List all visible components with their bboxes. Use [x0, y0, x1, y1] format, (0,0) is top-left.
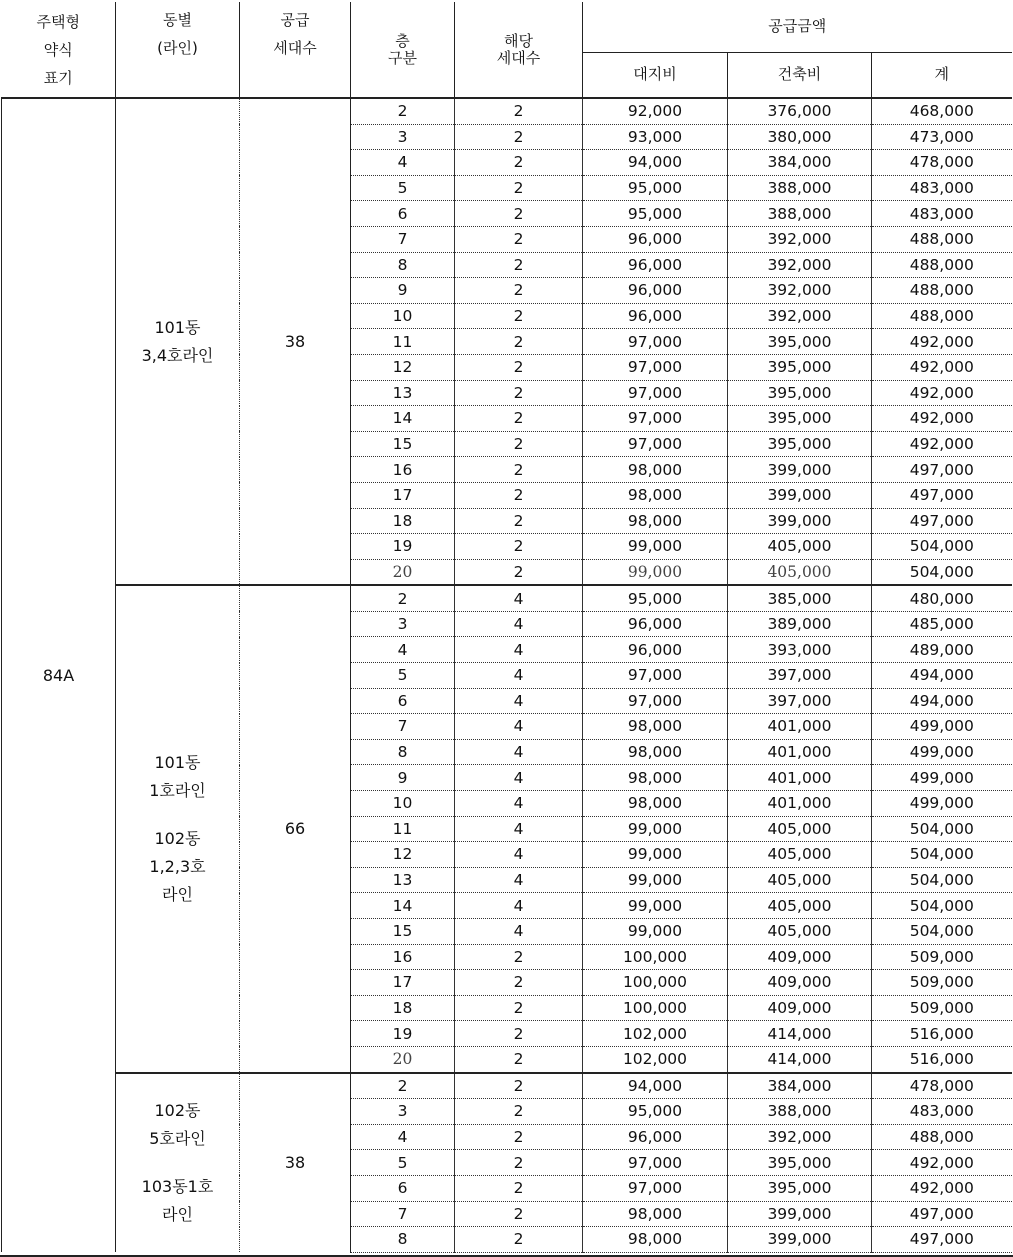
building-line-cell: [116, 98, 240, 585]
floor-cell: 4: [351, 1124, 455, 1150]
land-cost-cell: 96,000: [583, 278, 728, 304]
floor-cell: 19: [351, 534, 455, 560]
land-cost-cell: 98,000: [583, 508, 728, 534]
land-cost-cell: 99,000: [583, 534, 728, 560]
construction-cost-cell: 399,000: [728, 457, 872, 483]
land-cost-cell: 102,000: [583, 1021, 728, 1047]
construction-cost-cell: 405,000: [728, 919, 872, 945]
construction-cost-cell: 392,000: [728, 278, 872, 304]
floor-cell: 9: [351, 278, 455, 304]
total-cell: 488,000: [872, 252, 1012, 278]
floor-cell: 3: [351, 1099, 455, 1125]
floor-cell: 10: [351, 303, 455, 329]
building-line-text: 5호라인: [149, 1128, 206, 1148]
floor-cell: 7: [351, 714, 455, 740]
supply-price-table: [1, 2, 1012, 1253]
floor-cell: 18: [351, 995, 455, 1021]
total-cell: 497,000: [872, 1201, 1012, 1227]
units-cell: 4: [455, 585, 583, 611]
units-cell: 2: [455, 534, 583, 560]
units-cell: 4: [455, 739, 583, 765]
construction-cost-cell: 388,000: [728, 1099, 872, 1125]
table-header: [2, 2, 1012, 98]
land-cost-cell: 99,000: [583, 816, 728, 842]
units-cell: 2: [455, 1201, 583, 1227]
units-cell: 2: [455, 226, 583, 252]
land-cost-cell: 98,000: [583, 1227, 728, 1253]
total-cell: 509,000: [872, 995, 1012, 1021]
floor-cell: 20: [351, 559, 455, 585]
total-cell: 483,000: [872, 1099, 1012, 1125]
construction-cost-cell: 401,000: [728, 791, 872, 817]
building-line-text: 1호라인: [149, 780, 206, 800]
construction-cost-cell: 399,000: [728, 1201, 872, 1227]
total-cell: 516,000: [872, 1046, 1012, 1072]
total-cell: 504,000: [872, 534, 1012, 560]
floor-cell: 15: [351, 431, 455, 457]
construction-cost-cell: 384,000: [728, 150, 872, 176]
land-cost-cell: 97,000: [583, 1150, 728, 1176]
floor-cell: 14: [351, 406, 455, 432]
total-cell: 473,000: [872, 124, 1012, 150]
land-cost-cell: 94,000: [583, 150, 728, 176]
units-cell: 2: [455, 1046, 583, 1072]
building-line-text: 101동: [154, 752, 201, 772]
construction-cost-cell: 405,000: [728, 559, 872, 585]
units-cell: 4: [455, 688, 583, 714]
units-cell: 2: [455, 252, 583, 278]
floor-cell: 4: [351, 637, 455, 663]
land-cost-cell: 98,000: [583, 791, 728, 817]
land-cost-cell: 92,000: [583, 98, 728, 124]
total-cell: 478,000: [872, 1073, 1012, 1099]
units-cell: 2: [455, 175, 583, 201]
floor-cell: 16: [351, 457, 455, 483]
supply-units-header-line: 공급: [280, 11, 310, 29]
total-cell: 516,000: [872, 1021, 1012, 1047]
building-line-text: [116, 1153, 239, 1173]
units-header-line: 해당: [504, 31, 533, 50]
floor-cell: 20: [351, 1046, 455, 1072]
total-cell: 504,000: [872, 919, 1012, 945]
floor-cell: 5: [351, 175, 455, 201]
building-line-cell: [116, 1073, 240, 1253]
total-cell: 488,000: [872, 278, 1012, 304]
land-cost-cell: 98,000: [583, 1201, 728, 1227]
floor-cell: 17: [351, 970, 455, 996]
units-cell: 4: [455, 663, 583, 689]
total-cell: 504,000: [872, 867, 1012, 893]
construction-cost-cell: 405,000: [728, 534, 872, 560]
total-cell: 488,000: [872, 303, 1012, 329]
construction-cost-cell: 376,000: [728, 98, 872, 124]
construction-cost-cell: 397,000: [728, 663, 872, 689]
table-row: [2, 1073, 1012, 1099]
total-cell: 480,000: [872, 585, 1012, 611]
construction-cost-cell: 395,000: [728, 354, 872, 380]
floor-cell: 15: [351, 919, 455, 945]
floor-header-line: 구분: [388, 48, 417, 67]
floor-cell: 7: [351, 1201, 455, 1227]
construction-cost-cell: 392,000: [728, 1124, 872, 1150]
floor-cell: 8: [351, 252, 455, 278]
units-cell: 2: [455, 406, 583, 432]
construction-cost-cell: 395,000: [728, 380, 872, 406]
floor-cell: 17: [351, 482, 455, 508]
units-cell: 4: [455, 842, 583, 868]
building-line-cell: [116, 585, 240, 1072]
units-cell: 2: [455, 970, 583, 996]
units-cell: 2: [455, 457, 583, 483]
construction-cost-cell: 392,000: [728, 252, 872, 278]
units-cell: 2: [455, 124, 583, 150]
building-line-text: 라인: [162, 884, 193, 904]
land-cost-cell: 97,000: [583, 329, 728, 355]
land-cost-cell: 98,000: [583, 714, 728, 740]
land-cost-cell: 95,000: [583, 201, 728, 227]
construction-cost-cell: 401,000: [728, 739, 872, 765]
building-line-text: 103동1호: [141, 1176, 214, 1196]
construction-cost-cell: 380,000: [728, 124, 872, 150]
floor-cell: 6: [351, 201, 455, 227]
total-cell: 499,000: [872, 714, 1012, 740]
land-cost-cell: 97,000: [583, 688, 728, 714]
units-cell: 2: [455, 1099, 583, 1125]
land-cost-cell: 97,000: [583, 431, 728, 457]
land-cost-cell: 95,000: [583, 1099, 728, 1125]
land-cost-cell: 96,000: [583, 637, 728, 663]
land-cost-cell: 98,000: [583, 765, 728, 791]
units-cell: 2: [455, 482, 583, 508]
construction-cost-cell: 397,000: [728, 688, 872, 714]
land-cost-cell: 96,000: [583, 1124, 728, 1150]
units-cell: 4: [455, 867, 583, 893]
floor-cell: 5: [351, 1150, 455, 1176]
construction-cost-cell: 389,000: [728, 611, 872, 637]
floor-cell: 11: [351, 816, 455, 842]
total-cell: 492,000: [872, 431, 1012, 457]
units-cell: 2: [455, 1021, 583, 1047]
building-line-header: [116, 2, 240, 98]
units-cell: 4: [455, 611, 583, 637]
floor-cell: 13: [351, 867, 455, 893]
land-cost-cell: 99,000: [583, 893, 728, 919]
land-cost-cell: 98,000: [583, 739, 728, 765]
units-cell: 2: [455, 303, 583, 329]
total-cell: 492,000: [872, 354, 1012, 380]
units-cell: 2: [455, 1150, 583, 1176]
floor-header-line: 층: [395, 31, 410, 50]
land-cost-cell: 96,000: [583, 303, 728, 329]
construction-cost-cell: 395,000: [728, 406, 872, 432]
floor-header: [351, 2, 455, 98]
construction-cost-cell: 395,000: [728, 431, 872, 457]
units-header-line: 세대수: [496, 48, 541, 67]
floor-cell: 6: [351, 1175, 455, 1201]
land-cost-cell: 93,000: [583, 124, 728, 150]
total-cell: 492,000: [872, 1150, 1012, 1176]
floor-cell: 9: [351, 765, 455, 791]
units-header: [455, 2, 583, 98]
land-cost-cell: 102,000: [583, 1046, 728, 1072]
floor-cell: 6: [351, 688, 455, 714]
floor-cell: 2: [351, 1073, 455, 1099]
table-row: [2, 98, 1012, 124]
total-cell: 492,000: [872, 329, 1012, 355]
total-cell: 497,000: [872, 1227, 1012, 1253]
construction-cost-cell: 395,000: [728, 1175, 872, 1201]
total-cell: 478,000: [872, 150, 1012, 176]
land-cost-cell: 100,000: [583, 944, 728, 970]
construction-cost-cell: 401,000: [728, 714, 872, 740]
land-cost-cell: 95,000: [583, 175, 728, 201]
construction-cost-cell: 401,000: [728, 765, 872, 791]
units-cell: 2: [455, 380, 583, 406]
building-line-text: 1,2,3호: [149, 856, 206, 876]
floor-cell: 16: [351, 944, 455, 970]
units-cell: 2: [455, 431, 583, 457]
total-cell: 504,000: [872, 559, 1012, 585]
land-cost-cell: 98,000: [583, 482, 728, 508]
total-cell: 494,000: [872, 663, 1012, 689]
floor-cell: 3: [351, 611, 455, 637]
land-cost-cell: 99,000: [583, 559, 728, 585]
units-cell: 2: [455, 1124, 583, 1150]
land-cost-header: 대지비: [583, 53, 728, 99]
construction-cost-cell: 393,000: [728, 637, 872, 663]
total-cell: 468,000: [872, 98, 1012, 124]
construction-cost-cell: 385,000: [728, 585, 872, 611]
floor-cell: 12: [351, 354, 455, 380]
land-cost-cell: 94,000: [583, 1073, 728, 1099]
units-cell: 2: [455, 1175, 583, 1201]
units-cell: 2: [455, 278, 583, 304]
total-cell: 483,000: [872, 175, 1012, 201]
units-cell: 2: [455, 559, 583, 585]
construction-cost-cell: 405,000: [728, 816, 872, 842]
total-cell: 499,000: [872, 791, 1012, 817]
construction-cost-header: 건축비: [728, 53, 872, 99]
housing-type-header: [2, 2, 116, 98]
total-cell: 509,000: [872, 944, 1012, 970]
total-cell: 504,000: [872, 893, 1012, 919]
land-cost-cell: 97,000: [583, 380, 728, 406]
units-cell: 4: [455, 637, 583, 663]
total-cell: 488,000: [872, 1124, 1012, 1150]
floor-cell: 2: [351, 98, 455, 124]
units-cell: 2: [455, 201, 583, 227]
building-line-text: 라인: [162, 1204, 193, 1224]
total-header: 계: [872, 53, 1012, 99]
floor-cell: 8: [351, 739, 455, 765]
floor-cell: 3: [351, 124, 455, 150]
floor-cell: 5: [351, 663, 455, 689]
building-line-text: 102동: [154, 828, 201, 848]
units-cell: 2: [455, 1073, 583, 1099]
supply-units-cell: 38: [240, 98, 351, 585]
floor-cell: 11: [351, 329, 455, 355]
land-cost-cell: 100,000: [583, 995, 728, 1021]
units-cell: 2: [455, 944, 583, 970]
land-cost-cell: 99,000: [583, 919, 728, 945]
construction-cost-cell: 414,000: [728, 1046, 872, 1072]
construction-cost-cell: 395,000: [728, 329, 872, 355]
land-cost-cell: 96,000: [583, 226, 728, 252]
construction-cost-cell: 399,000: [728, 482, 872, 508]
land-cost-cell: 97,000: [583, 354, 728, 380]
housing-type-cell: 84A: [2, 98, 116, 1252]
construction-cost-cell: 392,000: [728, 303, 872, 329]
floor-cell: 13: [351, 380, 455, 406]
land-cost-cell: 98,000: [583, 457, 728, 483]
land-cost-cell: 97,000: [583, 663, 728, 689]
units-cell: 4: [455, 714, 583, 740]
units-cell: 2: [455, 98, 583, 124]
construction-cost-cell: 405,000: [728, 893, 872, 919]
units-cell: 4: [455, 919, 583, 945]
construction-cost-cell: 409,000: [728, 970, 872, 996]
construction-cost-cell: 414,000: [728, 1021, 872, 1047]
total-cell: 497,000: [872, 482, 1012, 508]
total-cell: 509,000: [872, 970, 1012, 996]
housing-type-header-line: 약식: [43, 40, 73, 59]
units-cell: 4: [455, 791, 583, 817]
units-cell: 2: [455, 1227, 583, 1253]
units-cell: 4: [455, 816, 583, 842]
construction-cost-cell: 405,000: [728, 867, 872, 893]
supply-amount-header: 공급금액: [583, 2, 1012, 53]
building-line-text: 101동: [154, 317, 201, 337]
units-cell: 4: [455, 893, 583, 919]
building-line-header-line: 동별: [163, 11, 192, 29]
housing-type-header-line: 주택형: [36, 12, 80, 31]
land-cost-cell: 100,000: [583, 970, 728, 996]
units-cell: 2: [455, 995, 583, 1021]
units-cell: 2: [455, 329, 583, 355]
supply-units-cell: 38: [240, 1073, 351, 1253]
construction-cost-cell: 392,000: [728, 226, 872, 252]
total-cell: 494,000: [872, 688, 1012, 714]
building-line-text: 3,4호라인: [141, 345, 214, 365]
floor-cell: 7: [351, 226, 455, 252]
building-line-text: 102동: [154, 1100, 201, 1120]
land-cost-cell: 97,000: [583, 406, 728, 432]
total-cell: 492,000: [872, 1175, 1012, 1201]
total-cell: 492,000: [872, 406, 1012, 432]
floor-cell: 2: [351, 585, 455, 611]
total-cell: 492,000: [872, 380, 1012, 406]
building-line-text: [116, 805, 239, 825]
supply-units-cell: 66: [240, 585, 351, 1072]
units-cell: 4: [455, 765, 583, 791]
total-cell: 483,000: [872, 201, 1012, 227]
land-cost-cell: 96,000: [583, 611, 728, 637]
units-cell: 2: [455, 354, 583, 380]
land-cost-cell: 96,000: [583, 252, 728, 278]
floor-cell: 12: [351, 842, 455, 868]
floor-cell: 14: [351, 893, 455, 919]
supply-units-header-line: 세대수: [273, 39, 317, 57]
total-cell: 499,000: [872, 739, 1012, 765]
total-cell: 504,000: [872, 842, 1012, 868]
total-cell: 488,000: [872, 226, 1012, 252]
construction-cost-cell: 409,000: [728, 944, 872, 970]
supply-units-header: [240, 2, 351, 98]
floor-cell: 8: [351, 1227, 455, 1253]
construction-cost-cell: 399,000: [728, 1227, 872, 1253]
building-line-header-line: (라인): [157, 39, 198, 57]
construction-cost-cell: 395,000: [728, 1150, 872, 1176]
construction-cost-cell: 388,000: [728, 175, 872, 201]
land-cost-cell: 99,000: [583, 842, 728, 868]
total-cell: 499,000: [872, 765, 1012, 791]
construction-cost-cell: 405,000: [728, 842, 872, 868]
total-cell: 504,000: [872, 816, 1012, 842]
floor-cell: 10: [351, 791, 455, 817]
housing-type-header-line: 표기: [43, 68, 73, 87]
construction-cost-cell: 409,000: [728, 995, 872, 1021]
total-cell: 489,000: [872, 637, 1012, 663]
land-cost-cell: 99,000: [583, 867, 728, 893]
units-cell: 2: [455, 150, 583, 176]
total-cell: 497,000: [872, 508, 1012, 534]
total-cell: 497,000: [872, 457, 1012, 483]
construction-cost-cell: 388,000: [728, 201, 872, 227]
land-cost-cell: 95,000: [583, 585, 728, 611]
table-body: [2, 98, 1012, 1252]
construction-cost-cell: 399,000: [728, 508, 872, 534]
land-cost-cell: 97,000: [583, 1175, 728, 1201]
floor-cell: 19: [351, 1021, 455, 1047]
units-cell: 2: [455, 508, 583, 534]
table-row: [2, 585, 1012, 611]
construction-cost-cell: 384,000: [728, 1073, 872, 1099]
floor-cell: 4: [351, 150, 455, 176]
total-cell: 485,000: [872, 611, 1012, 637]
floor-cell: 18: [351, 508, 455, 534]
